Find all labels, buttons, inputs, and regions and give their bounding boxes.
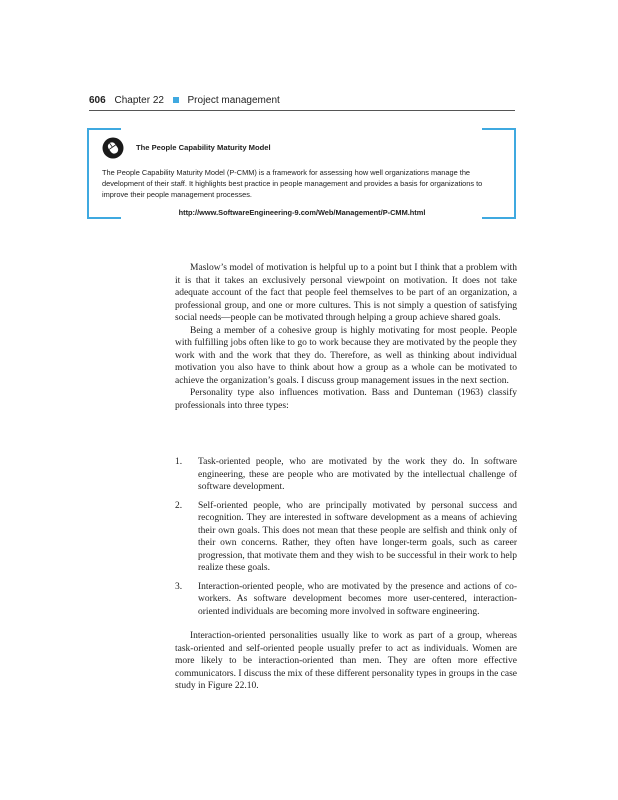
mouse-icon (102, 137, 124, 159)
list-text: Task-oriented people, who are motivated by the work they do. In software engineering, these are people who are motivated by the intellectual challenge of software development. (198, 457, 517, 492)
weblink-bracket-right-top (482, 128, 516, 130)
paragraph: Personality type also influences motivation. Bass and Dunteman (1963) classify professionals into three types: (175, 388, 517, 411)
list-item (175, 456, 517, 494)
paragraph: Interaction-oriented personalities usually like to work as part of a group, whereas task-oriented and self-oriented people usually prefer to act as individuals. Women are more likely to be interaction-oriented than men. They are often more effective communicators. I discuss the mix of these different personality types in groups in the case study in Figure 22.10. (175, 631, 518, 691)
paragraph: Maslow’s model of motivation is helpful up to a point but I think that a problem with it is that it takes an exclusively personal viewpoint on motivation. It does not take adequate account of the fact that people feel themselves to be part of an organization, a professional group, and one or more cultures. This is not simply a question of satisfying social needs—people can be motivated through helping a group achieve shared goals. (175, 263, 517, 323)
list-text: Interaction-oriented people, who are motivated by the presence and actions of co-workers. As software development becomes more user-centered, interaction-oriented individuals are becoming more involved in software engineering. (198, 581, 517, 617)
closing-section (175, 630, 517, 693)
paragraph: Being a member of a cohesive group is highly motivating for most people. People with fulfilling jobs often like to go to work because they are motivated by the people they work with and the work that they do. Therefore, as well as thinking about individual motivation you also have to think about how a group as a whole can be motivated to achieve the organization’s goals. I discuss group management issues in the next section. (175, 325, 517, 386)
weblink-bracket-left-top (87, 128, 121, 130)
running-header (89, 95, 515, 106)
weblink-bracket-right-bottom (482, 217, 516, 219)
list-number: 2. (175, 500, 183, 511)
list-number: 1. (175, 457, 183, 467)
list-item (175, 500, 517, 575)
header-rule (89, 110, 515, 111)
body-paragraphs (175, 262, 517, 412)
list-text: Self-oriented people, who are principally motivated by personal success and recognition. They are interested in software development as a means of achieving their own goals. This does not mean that these people are selfish and think only of their own concerns. Rather, they often have longer-term goals, such as career progression, that motivate them and they wish to be successful in their work to help realize these goals. (198, 500, 517, 573)
header-square-icon (173, 97, 179, 103)
weblink-url[interactable]: http://www.SoftwareEngineering-9.com/Web/Management/P-CMM.html (178, 208, 426, 217)
list-number: 3. (175, 581, 183, 592)
section-label: Project management (187, 95, 280, 106)
weblink-title: The People Capability Maturity Model (136, 143, 271, 152)
list-item (175, 581, 517, 619)
weblink-bracket-right (514, 128, 516, 218)
numbered-list (175, 456, 517, 624)
chapter-label: Chapter 22 (114, 95, 164, 106)
weblink-body: The People Capability Maturity Model (P-CMM) is a framework for assessing how well organizations manage the development of their staff. It highlights best practice in people management and provides a basis for organizations to improve their people management processes. (102, 168, 483, 199)
page-number: 606 (89, 95, 106, 106)
weblink-bracket-left (87, 128, 89, 218)
weblink-bracket-left-bottom (87, 217, 121, 219)
